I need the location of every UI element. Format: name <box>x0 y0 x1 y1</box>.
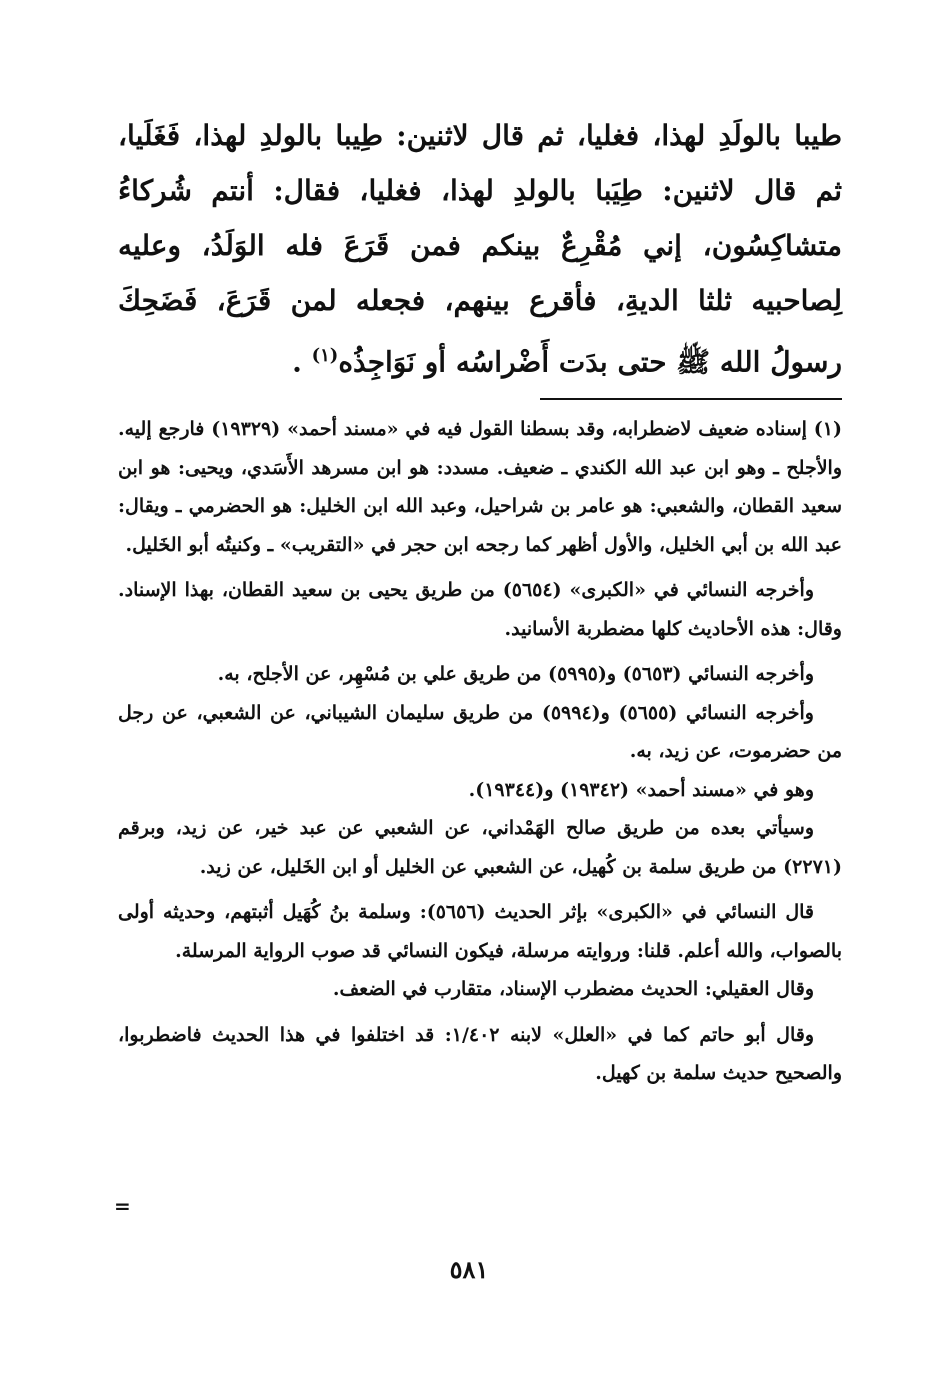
continuation-mark: = <box>114 1194 131 1218</box>
hadith-paragraph <box>118 108 842 389</box>
footnote-paragraph: وأخرجه النسائي (٥٦٥٥) و(٥٩٩٤) من طريق سليمان الشيباني، عن الشعبي، عن رجل من حضرموت، عن زيد، به. <box>118 701 842 762</box>
footnote-paragraph: وقال أبو حاتم كما في «العلل» لابنه ١/٤٠٢: قد اختلفوا في هذا الحديث فاضطربوا، والصحيح حديث سلمة بن كهيل. <box>118 1023 842 1084</box>
footnote-paragraph: (١) إسناده ضعيف لاضطرابه، وقد بسطنا القول فيه في «مسند أحمد» (١٩٣٢٩) فارجع إليه. والأجلح ـ وهو ابن عبد الله الكندي ـ ضعيف. مسدد: هو ابن مسرهد الأَسَدي، ويحيى: هو ابن سعيد القطان، والشعبي: هو عامر بن شراحيل، وعبد الله ابن الخليل: هو الحضرمي ـ ويقال: عبد الله بن أبي الخليل، والأول أظهر كما رجحه ابن حجر في «التقريب» ـ وكنيتُه أبو الخَليل. <box>118 418 842 556</box>
footnote-reference: (١) <box>311 345 339 366</box>
footnote-paragraph: وأخرجه النسائي (٥٦٥٣) و(٥٩٩٥) من طريق علي بن مُسْهِر، عن الأجلح، به. <box>217 663 814 685</box>
footnote-paragraph: وهو في «مسند أحمد» (١٩٣٤٢) و(١٩٣٤٤). <box>468 778 814 801</box>
hadith-text: طيبا بالولَدِ لهذا، فغليا، ثم قال لاثنين: طِيبا بالولدِ لهذا، فَغَلَيا، ثم قال لاثنين: طِيَبا بالولدِ لهذا، فغليا، فقال: أنتم شُركاءُ متشاكِسُون، إني مُقْرِعٌ بينكم فمن قَرَعَ فله الوَلَدُ، وعليه لِصاحبيه ثلثا الديةِ، فأقرع بينهم، فجعله لمن قَرَعَ، فَضَحِكَ رسولُ الله ﷺ حتى بدَت أَضْراسُه أو نَوَاجِذُه <box>118 119 842 379</box>
footnote-separator <box>540 398 842 400</box>
footnote-paragraph: وأخرجه النسائي في «الكبرى» (٥٦٥٤) من طريق يحيى بن سعيد القطان، بهذا الإسناد. وقال: هذه الأحاديث كلها مضطربة الأسانيد. <box>118 579 842 640</box>
page-number: ٥٨١ <box>449 1255 489 1284</box>
footnote-paragraph: وقال العقيلي: الحديث مضطرب الإسناد، متقارب في الضعف. <box>332 978 814 1000</box>
end-mark: . <box>292 345 302 379</box>
main-text <box>118 108 842 389</box>
footnote-paragraph: قال النسائي في «الكبرى» بإثر الحديث (٥٦٥٦): وسلمة بنُ كُهَيل أثبتهم، وحديثه أولى بالصواب، والله أعلم. قلنا: وروايته مرسلة، فيكون النسائي قد صوب الرواية المرسلة. <box>118 901 842 962</box>
footnotes-section <box>118 410 842 1093</box>
footnote-paragraph: وسيأتي بعده من طريق صالح الهَمْداني، عن الشعبي عن عبد خير، عن زيد، وبرقم (٢٢٧١) من طريق سلمة بن كُهيل، عن الشعبي عن الخليل أو ابن الخَليل، عن زيد. <box>118 817 842 878</box>
